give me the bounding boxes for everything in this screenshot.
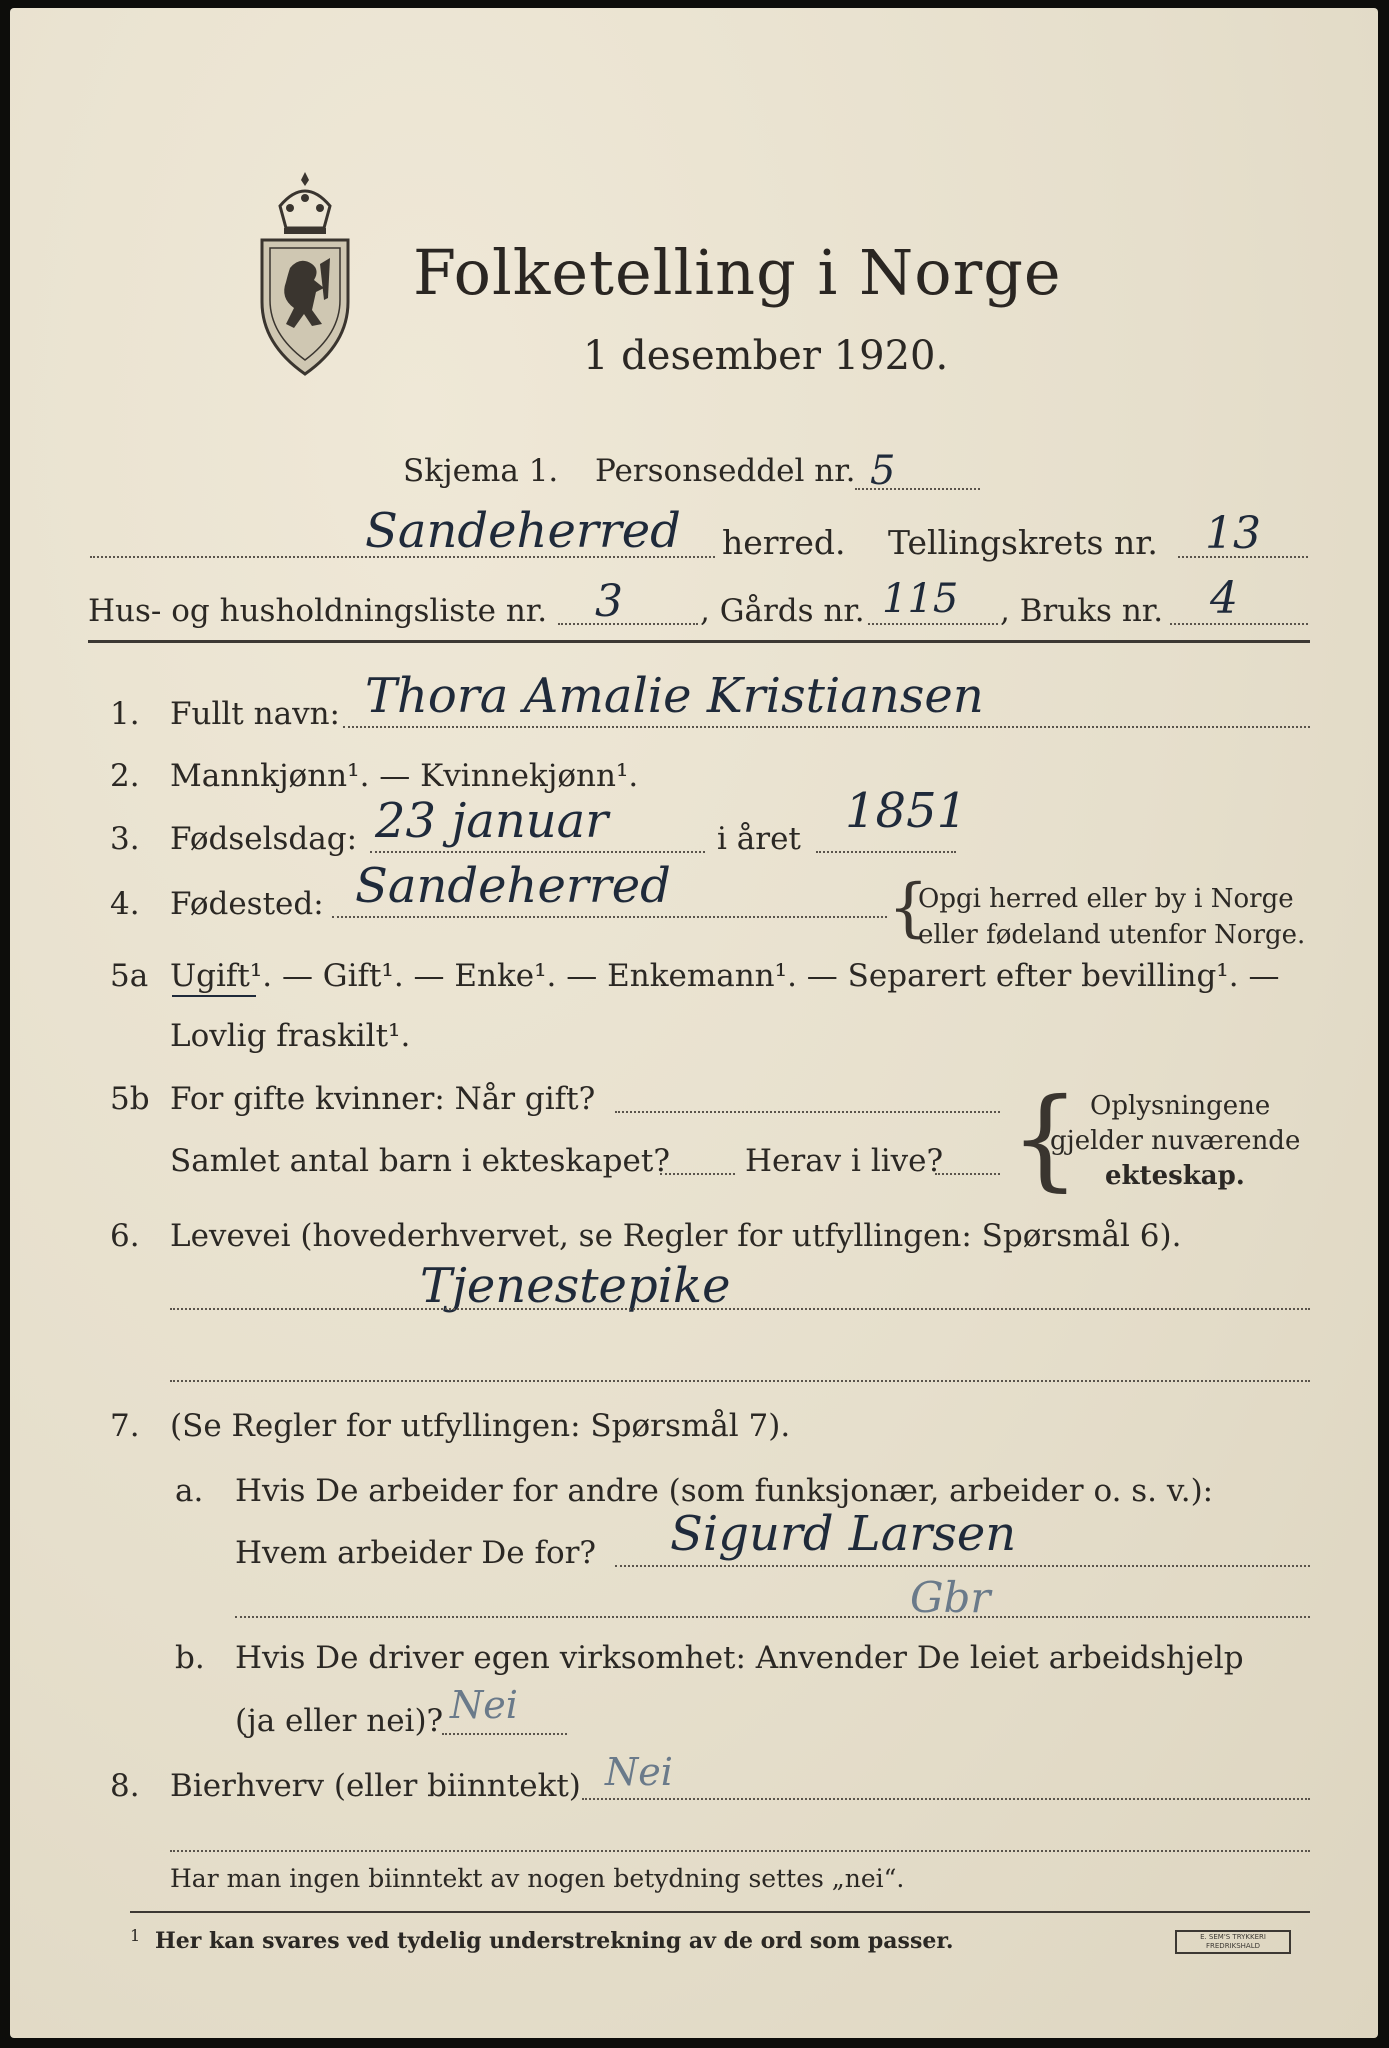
tellingskrets-label: Tellingskrets nr. — [888, 523, 1158, 562]
q5b-alive-label: Herav i live? — [745, 1143, 944, 1179]
q3-year-line — [816, 851, 956, 853]
q5a-line-2: Lovlig fraskilt¹. — [170, 1018, 411, 1054]
q7b-letter: b. — [175, 1640, 205, 1676]
tellingskrets-number: 13 — [1205, 508, 1261, 559]
q5b-alive-line — [935, 1173, 1000, 1175]
q5b-children-label: Samlet antal barn i ekteskapet? — [170, 1143, 670, 1179]
q3-number: 3. — [110, 821, 140, 857]
q7a-line-1: Hvis De arbeider for andre (som funksjonær, arbeider o. s. v.): — [235, 1473, 1214, 1509]
q8-number: 8. — [110, 1768, 140, 1804]
q1-line — [343, 726, 1310, 728]
q3-label: Fødselsdag: — [170, 821, 358, 857]
q4-brace: { — [888, 871, 929, 945]
occupation: Tjenestepike — [420, 1258, 731, 1314]
census-form — [10, 8, 1378, 2038]
q5b-brace: { — [1010, 1074, 1080, 1202]
q6-line-2 — [170, 1380, 1310, 1382]
hus-number: 3 — [595, 576, 623, 627]
employer-pencil-note: Gbr — [910, 1573, 991, 1622]
q7a-line-extra — [235, 1616, 1310, 1618]
q5a-number: 5a — [110, 958, 149, 994]
q7a-line — [615, 1565, 1310, 1567]
biinntekt-note: Har man ingen biinntekt av nogen betydning settes „nei“. — [170, 1864, 905, 1893]
q4-note-1: Opgi herred eller by i Norge — [918, 884, 1294, 914]
birth-place: Sandeherred — [355, 858, 671, 914]
q8-line — [582, 1798, 1310, 1800]
printer-mark: E. SEM'S TRYKKERI FREDRIKSHALD — [1175, 1930, 1291, 1954]
form-title: Folketelling i Norge — [413, 236, 1062, 309]
q1-label: Fullt navn: — [170, 696, 340, 732]
bruks-number: 4 — [1210, 573, 1238, 624]
census-date: 1 desember 1920. — [583, 333, 949, 379]
q4-note-2: eller fødeland utenfor Norge. — [918, 920, 1306, 950]
q7a-letter: a. — [175, 1473, 204, 1509]
q8-label: Bierhverv (eller biinntekt) — [170, 1768, 581, 1804]
q5b-note-2: gjelder nuværende — [1050, 1126, 1301, 1156]
birth-date: 23 januar — [375, 793, 609, 849]
header-divider — [88, 640, 1310, 643]
footnote-mark: 1 — [130, 1926, 141, 1945]
q7-label: (Se Regler for utfyllingen: Spørsmål 7). — [170, 1408, 791, 1444]
bruks-line — [1170, 623, 1308, 625]
q7b-line-1: Hvis De driver egen virksomhet: Anvender De leiet arbeidshjelp — [235, 1640, 1244, 1676]
bruks-label: , Bruks nr. — [1000, 593, 1164, 629]
q7-number: 7. — [110, 1408, 140, 1444]
norwegian-lion-crest-icon — [250, 168, 360, 378]
schema-label: Skjema 1. — [403, 453, 559, 489]
employer: Sigurd Larsen — [670, 1506, 1017, 1562]
q5b-line-1: For gifte kvinner: Når gift? — [170, 1081, 596, 1117]
hus-line — [558, 623, 698, 625]
hired-help-answer: Nei — [450, 1683, 518, 1727]
q1-number: 1. — [110, 696, 140, 732]
secondary-income-answer: Nei — [605, 1750, 673, 1794]
q5b-children-line — [660, 1173, 735, 1175]
footnote-text: Her kan svares ved tydelig understrekning av de ord som passer. — [155, 1928, 954, 1954]
q5b-number: 5b — [110, 1081, 150, 1117]
gards-number: 115 — [882, 576, 959, 622]
q7b-line-2: (ja eller nei)? — [235, 1703, 444, 1739]
hus-label: Hus- og husholdningsliste nr. — [88, 593, 548, 629]
q5b-when-line — [615, 1111, 1000, 1113]
herred-label: herred. — [722, 523, 846, 562]
q3-year-label: i året — [717, 821, 801, 857]
gards-line — [868, 623, 998, 625]
gards-label: , Gårds nr. — [700, 593, 865, 629]
footer-divider — [130, 1911, 1310, 1913]
q6-line-1 — [170, 1308, 1310, 1310]
q3-line — [370, 851, 705, 853]
q2-number: 2. — [110, 758, 140, 794]
q7a-line-2: Hvem arbeider De for? — [235, 1535, 597, 1571]
q6-label: Levevei (hovederhvervet, se Regler for utfyllingen: Spørsmål 6). — [170, 1218, 1182, 1254]
full-name: Thora Amalie Kristiansen — [365, 668, 984, 724]
q4-label: Fødested: — [170, 886, 324, 922]
ugift-underline — [172, 995, 256, 997]
personseddel-label: Personseddel nr. — [595, 453, 856, 489]
personseddel-number: 5 — [870, 448, 896, 494]
q5a-line-1: Ugift¹. — Gift¹. — Enke¹. — Enkemann¹. — Separert efter bevilling¹. — — [170, 958, 1280, 994]
q8-line-extra — [170, 1850, 1310, 1852]
q4-number: 4. — [110, 886, 140, 922]
q6-number: 6. — [110, 1218, 140, 1254]
q7b-line — [442, 1733, 567, 1735]
birth-year: 1851 — [845, 783, 968, 839]
q4-line — [332, 916, 887, 918]
q5b-note-1: Oplysningene — [1090, 1091, 1271, 1121]
q5b-note-3: ekteskap. — [1105, 1161, 1245, 1191]
q2-label: Mannkjønn¹. — Kvinnekjønn¹. — [170, 758, 639, 794]
herred-name: Sandeherred — [365, 503, 681, 559]
